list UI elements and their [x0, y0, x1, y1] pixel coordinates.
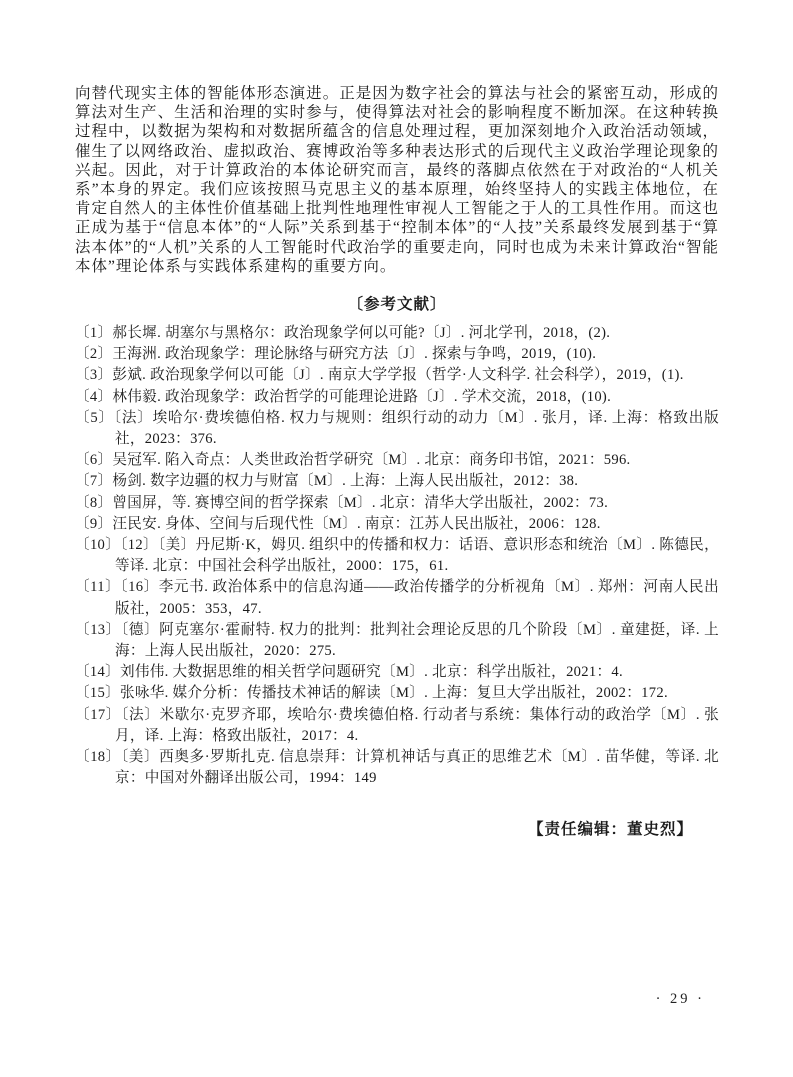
reference-item-3: 〔3〕彭斌. 政治现象学何以可能〔J〕. 南京大学学报（哲学·人文科学. 社会科学），2019，(1).	[75, 367, 684, 384]
references-list	[75, 323, 719, 789]
page-number: · 29 ·	[655, 991, 705, 1007]
reference-item-2: 〔2〕王海洲. 政治现象学：理论脉络与研究方法〔J〕. 探索与争鸣，2019，(10).	[75, 346, 597, 363]
reference-item-9: 〔9〕汪民安. 身体、空间与后现代性〔M〕. 南京：江苏人民出版社，2006：128.	[75, 515, 601, 532]
reference-item-10: 〔10〕〔12〕〔美〕丹尼斯·K，姆贝. 组织中的传播和权力：话语、意识形态和统治〔M〕. 陈德民，等译. 北京：中国社会科学出版社，2000：175，61.	[75, 537, 719, 575]
editor-credit: 【责任编辑：董史烈】	[527, 820, 693, 838]
reference-item-8: 〔8〕曾国屏，等. 赛博空间的哲学探索〔M〕. 北京：清华大学出版社，2002：73.	[75, 494, 609, 511]
reference-item-5: 〔5〕〔法〕埃哈尔·费埃德伯格. 权力与规则：组织行动的动力〔M〕. 张月，译. 上海：格致出版社，2023：376.	[75, 409, 719, 448]
reference-item-1: 〔1〕郝长墀. 胡塞尔与黑格尔：政治现象学何以可能?〔J〕. 河北学刊，2018，(2).	[75, 325, 611, 342]
reference-item-7: 〔7〕杨剑. 数字边疆的权力与财富〔M〕. 上海：上海人民出版社，2012：38.	[75, 473, 579, 490]
reference-item-17: 〔17〕〔法〕米歇尔·克罗齐耶，埃哈尔·费埃德伯格. 行动者与系统：集体行动的政治学〔M〕. 张月，译. 上海：格致出版社，2017：4.	[75, 706, 719, 744]
reference-item-4: 〔4〕林伟毅. 政治现象学：政治哲学的可能理论进路〔J〕. 学术交流，2018，(10).	[75, 388, 612, 405]
reference-item-18: 〔18〕〔美〕西奥多·罗斯扎克. 信息崇拜：计算机神话与真正的思维艺术〔M〕. 苗华健，等译. 北京：中国对外翻译出版公司，1994：149	[75, 749, 719, 787]
reference-item-6: 〔6〕吴冠军. 陷入奇点：人类世政治哲学研究〔M〕. 北京：商务印书馆，2021：596.	[75, 452, 631, 469]
reference-item-11: 〔11〕〔16〕李元书. 政治体系中的信息沟通——政治传播学的分析视角〔M〕. 郑州：河南人民出版社，2005：353，47.	[75, 579, 719, 617]
reference-item-15: 〔15〕张咏华. 媒介分析：传播技术神话的解读〔M〕. 上海：复旦大学出版社，2002：172.	[75, 685, 668, 702]
reference-item-13: 〔13〕〔德〕阿克塞尔·霍耐特. 权力的批判：批判社会理论反思的几个阶段〔M〕. 童建挺，译. 上海：上海人民出版社，2020：275.	[75, 621, 719, 660]
references-heading: 〔参考文献〕	[347, 296, 447, 314]
page-content	[75, 0, 719, 839]
body-paragraph: 向替代现实主体的智能体形态演进。正是因为数字社会的算法与社会的紧密互动，形成的算法对生产、生活和治理的实时参与，使得算法对社会的影响程度不断加深。在这种转换过程中，以数据为架构和对数据所蕴含的信息处理过程，更加深刻地介入政治活动领域，催生了以网络政治、虚拟政治、赛博政治等多种表达形式的后现代主义政治学理论现象的兴起。因此，对于计算政治的本体论研究而言，最终的落脚点依然在于对政治的“人机关系”本身的界定。我们应该按照马克思主义的基本原理，始终坚持人的实践主体地位，在肯定自然人的主体性价值基础上批判性地理性审视人工智能之于人的工具性作用。而这也正成为基于“信息本体”的“人际”关系到基于“控制本体”的“人技”关系最终发展到基于“算法本体”的“人机”关系的人工智能时代政治学的重要走向，同时也成为未来计算政治“智能本体”理论体系与实践体系建构的重要方向。	[75, 85, 719, 275]
reference-item-14: 〔14〕刘伟伟. 大数据思维的相关哲学问题研究〔M〕. 北京：科学出版社，2021：4.	[75, 664, 623, 681]
